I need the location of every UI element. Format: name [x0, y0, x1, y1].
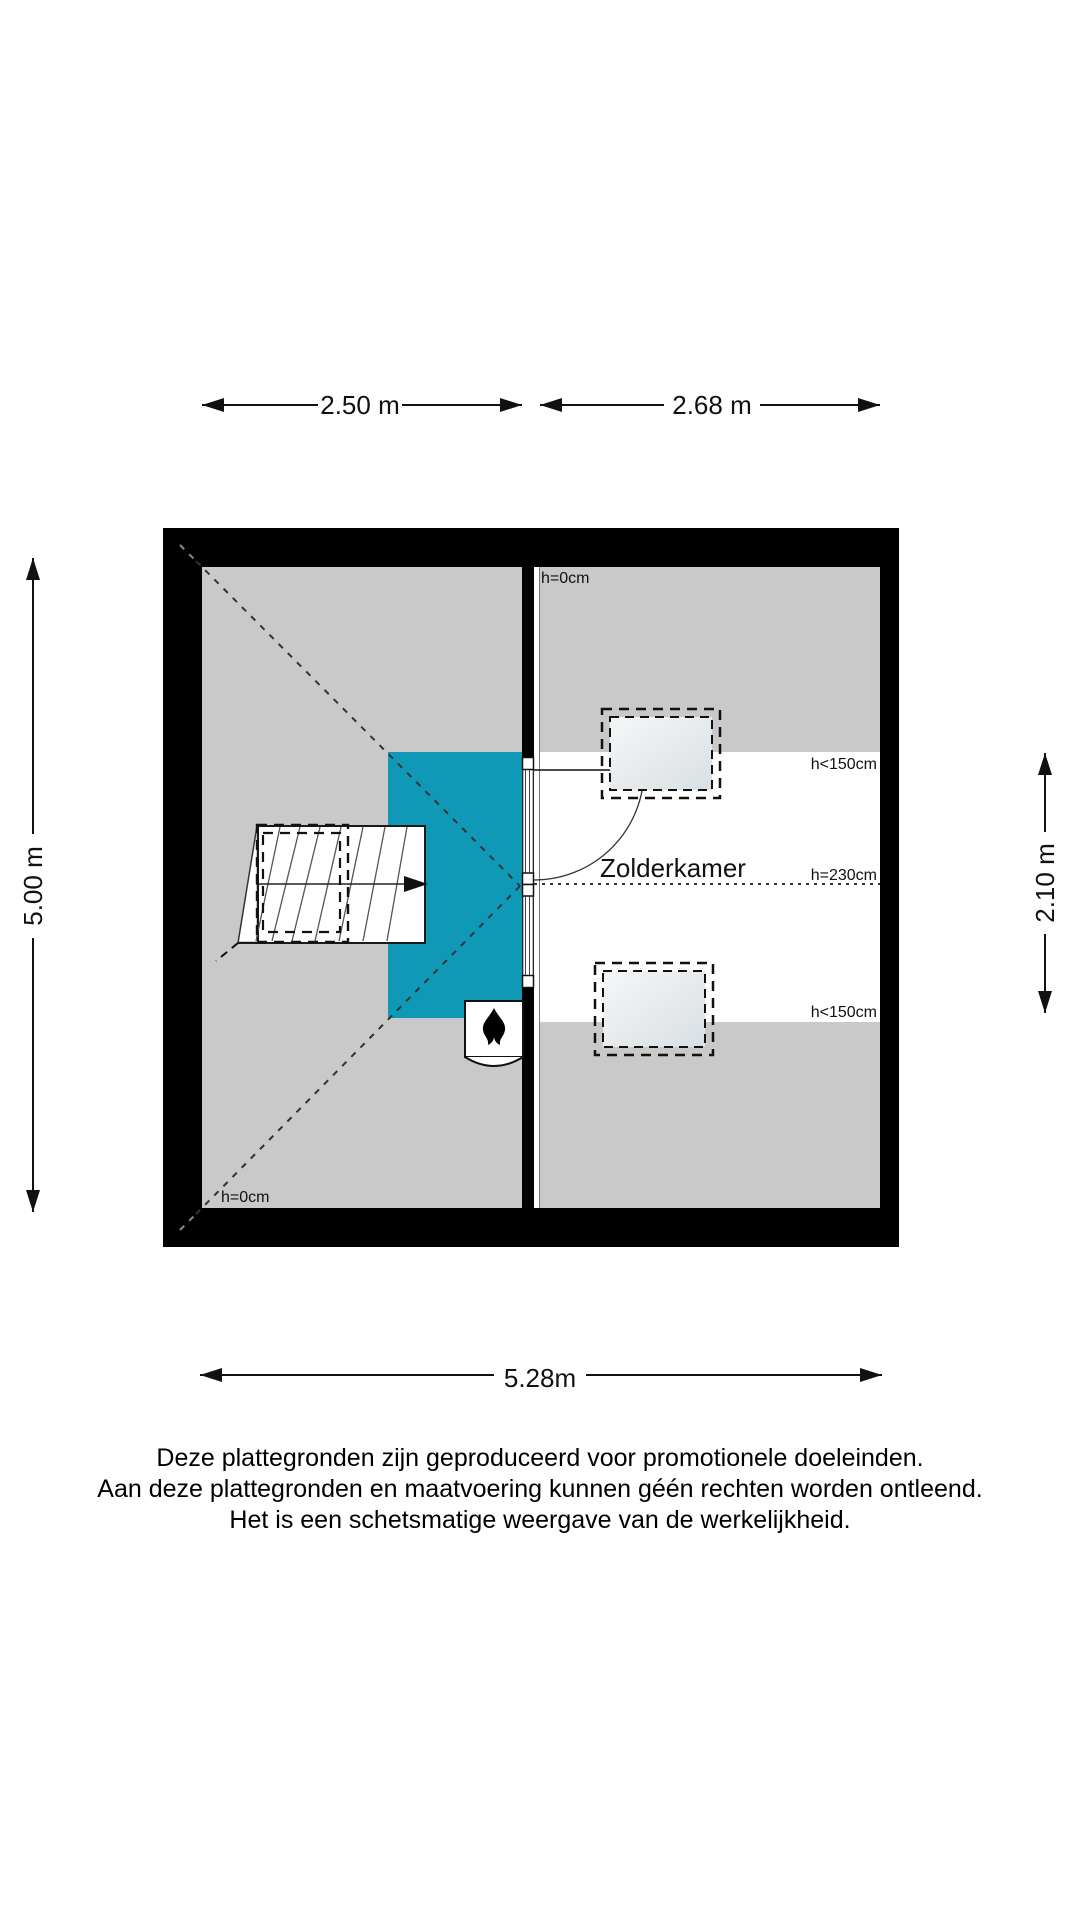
dimension-top-right-value: 2.68 m: [672, 390, 752, 420]
height-label-h150-bottom: h<150cm: [810, 1004, 877, 1021]
height-label-h230: h=230cm: [810, 867, 877, 884]
door-frame: [522, 757, 534, 988]
boiler-unit: [465, 1001, 523, 1066]
room-label: Zolderkamer: [600, 853, 746, 883]
height-label-top: h=0cm: [541, 570, 590, 587]
disclaimer-line-2: Aan deze plattegronden en maatvoering kunnen géén rechten worden ontleend.: [97, 1475, 983, 1503]
height-label-bottom: h=0cm: [221, 1189, 270, 1206]
dimension-left-value: 5.00 m: [18, 846, 48, 926]
disclaimer: [0, 1443, 1080, 1536]
low-height-band-bottom: [540, 1022, 880, 1208]
skylight-top: [602, 709, 720, 798]
disclaimer-line-3: Het is een schetsmatige weergave van de werkelijkheid.: [229, 1506, 851, 1534]
dimension-bottom-value: 5.28m: [503, 1363, 577, 1393]
disclaimer-line-1: Deze plattegronden zijn geproduceerd voor promotionele doeleinden.: [156, 1444, 924, 1472]
skylight-bottom: [595, 963, 713, 1055]
height-label-h150-top: h<150cm: [810, 756, 877, 773]
dimension-right-value: 2.10 m: [1030, 843, 1060, 923]
dimension-top-left-value: 2.50 m: [320, 390, 400, 420]
